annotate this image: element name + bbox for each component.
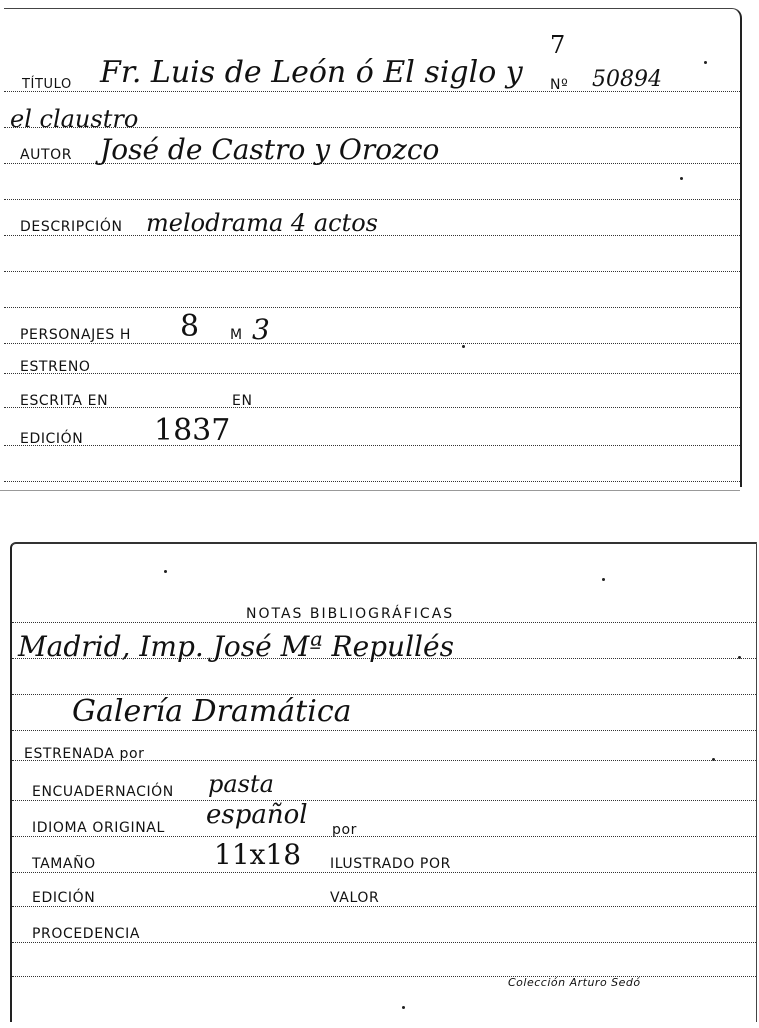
notas-line-2: Galería Dramática [72,694,352,729]
speck [680,177,683,180]
speck [164,570,167,573]
idioma-label: IDIOMA ORIGINAL [32,820,165,836]
card-separator [0,490,740,491]
descripcion-label: DESCRIPCIÓN [20,219,123,235]
encuadernacion-value: pasta [208,770,274,798]
rule-escrita [4,407,740,408]
edicion-value: 1837 [154,413,231,448]
en-label: EN [232,393,253,409]
speck [462,345,465,348]
numero-label: Nº [550,77,569,93]
rule-blank-3 [4,307,740,308]
speck [712,758,715,761]
valor-label: VALOR [330,890,380,906]
edicion-label-back: EDICIÓN [32,890,96,906]
rule-estreno [4,373,740,374]
edicion-label: EDICIÓN [20,431,84,447]
personajes-m-label: M [230,327,243,343]
speck [704,61,707,64]
rule-bottom [12,976,756,977]
rule-procedencia [12,942,756,943]
titulo-value-2: el claustro [10,105,139,133]
rule-personajes [4,343,740,344]
personajes-m-value: 3 [252,313,270,346]
rule-notas [12,622,756,623]
autor-value: José de Castro y Orozco [100,133,440,166]
estrenada-label: ESTRENADA por [24,746,145,762]
rule-encuadernacion [12,800,756,801]
estreno-label: ESTRENO [20,359,91,375]
rule-blank-2 [4,271,740,272]
notas-line-1: Madrid, Imp. José Mª Repullés [18,630,454,663]
autor-label: AUTOR [20,147,73,163]
personajes-h-value: 8 [180,309,200,344]
speck [602,578,605,581]
catalog-card-back [10,542,757,1022]
speck [738,656,741,659]
coleccion-stamp: Colección Arturo Sedó [508,976,641,989]
rule-edicion [12,906,756,907]
rule-notas-3 [12,730,756,731]
escrita-en-label: ESCRITA EN [20,393,109,409]
rule-edicion [4,445,740,446]
titulo-value-1: Fr. Luis de León ó El siglo y [100,55,523,90]
numero-value: 50894 [592,67,662,92]
speck [402,1006,405,1009]
rule-tamano [12,872,756,873]
procedencia-label: PROCEDENCIA [32,926,140,942]
catalog-card-front [4,8,742,487]
notas-title: NOTAS BIBLIOGRÁFICAS [246,606,455,622]
titulo-label: TÍTULO [22,77,72,92]
encuadernacion-label: ENCUADERNACIÓN [32,784,174,800]
ilustrado-label: ILUSTRADO POR [330,856,451,872]
tamano-value: 11x18 [214,838,302,871]
rule-blank-1 [4,199,740,200]
personajes-label: PERSONAJES H [20,327,132,343]
rule-idioma [12,836,756,837]
idioma-value: español [206,800,308,830]
rule-bottom [4,481,740,482]
descripcion-value: melodrama 4 actos [146,209,378,237]
top-mark: 7 [550,31,566,59]
tamano-label: TAMAÑO [32,856,96,872]
por-label: por [332,822,358,838]
